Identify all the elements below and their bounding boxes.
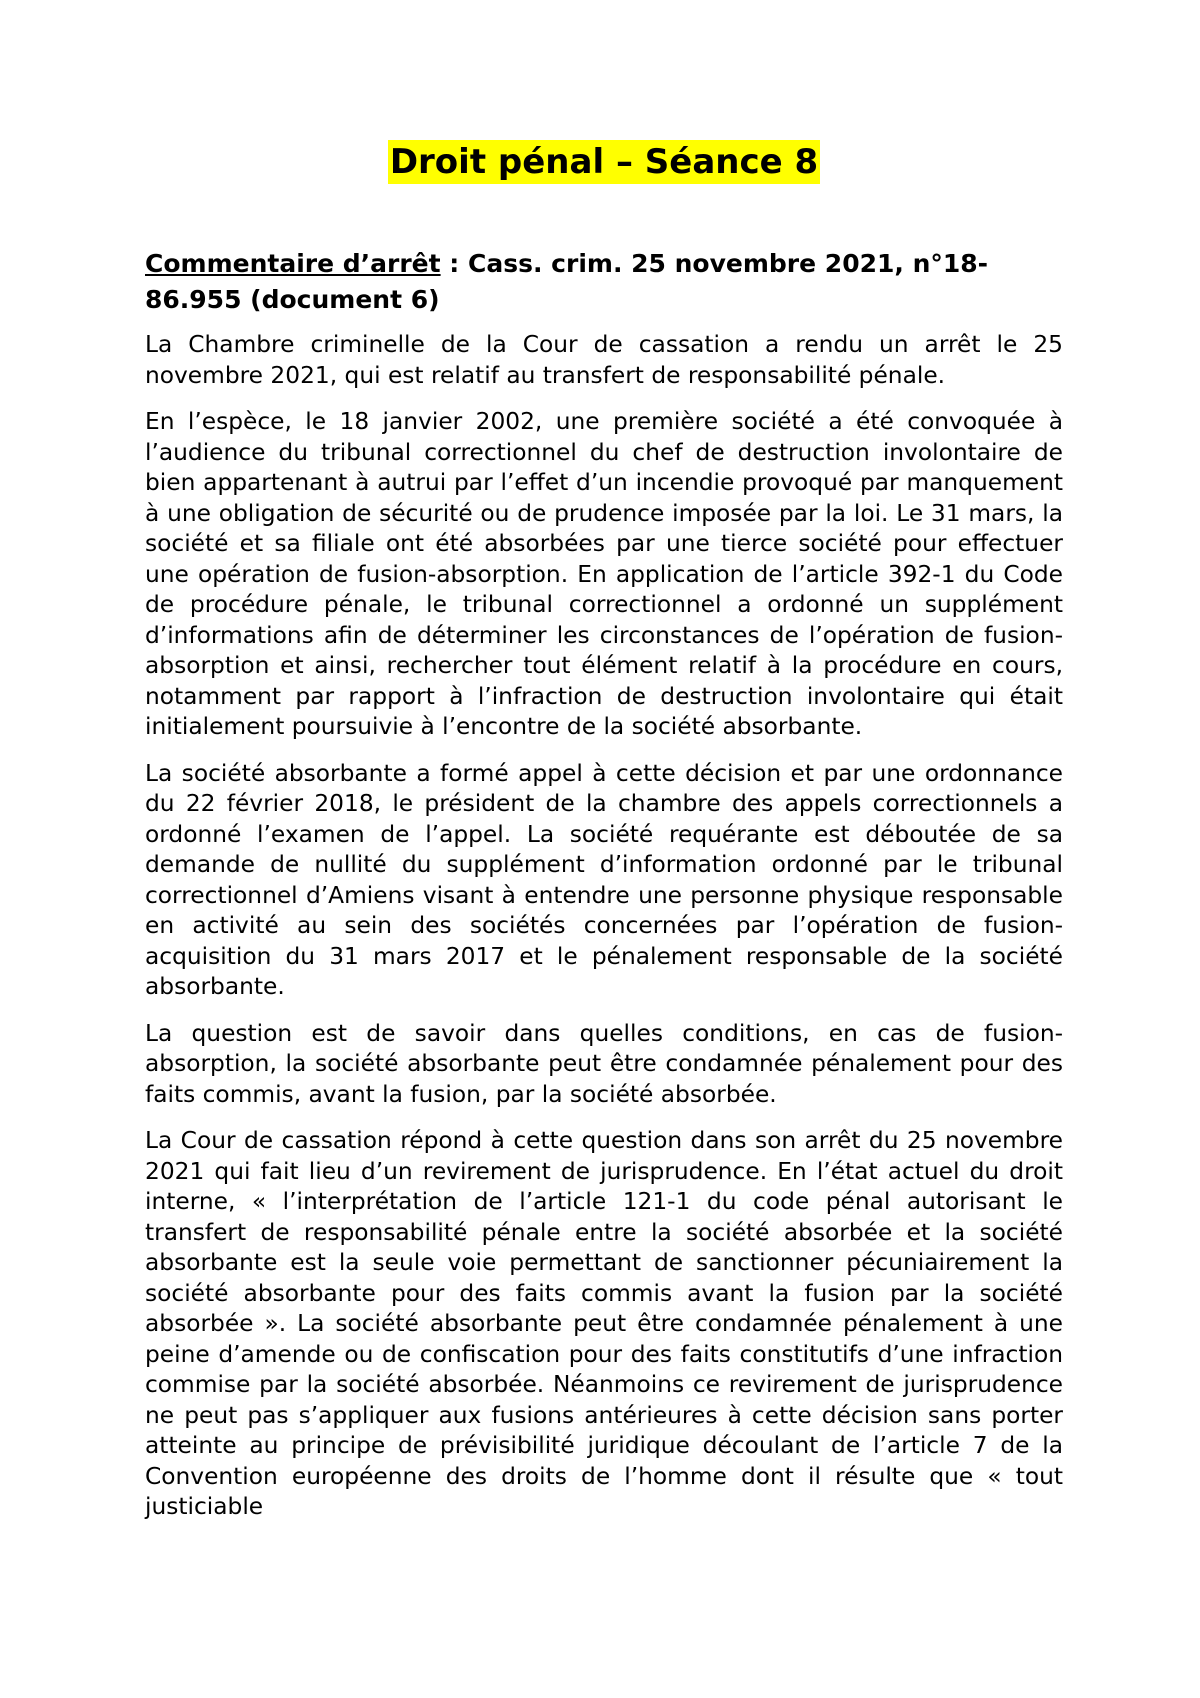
paragraph-procedure: La société absorbante a formé appel à cette décision et par une ordonnance du 22 février 2018, le président de la chambre des appels correctionnels a ordonné l’examen de l’appel. La société requérante est déboutée de sa demande de nullité du supplément d’information ordonné par le tribunal correctionnel d’Amiens visant à entendre une personne physique responsable en activité au sein des sociétés concernées par l’opération de fusion-acquisition du 31 mars 2017 et le pénalement responsable de la société absorbante. <box>145 759 1063 1000</box>
paragraph-facts: En l’espèce, le 18 janvier 2002, une première société a été convoquée à l’audience du tribunal correctionnel du chef de destruction involontaire de bien appartenant à autrui par l’effet d’un incendie provoqué par manquement à une obligation de sécurité ou de prudence imposée par la loi. Le 31 mars, la société et sa filiale ont été absorbées par une tierce société pour effectuer une opération de fusion-absorption. En application de l’article 392-1 du Code de procédure pénale, le tribunal correctionnel a ordonné un supplément d’informations afin de déterminer les circonstances de l’opération de fusion-absorption et ainsi, rechercher tout élément relatif à la procédure en cours, notamment par rapport à l’infraction de destruction involontaire qui était initialement poursuivie à l’encontre de la société absorbante. <box>145 408 1063 740</box>
document-title: Droit pénal – Séance 8 <box>389 142 819 182</box>
document-page <box>145 0 1063 1539</box>
title-block <box>145 140 1063 194</box>
paragraph-question: La question est de savoir dans quelles conditions, en cas de fusion-absorption, la société absorbante peut être condamnée pénalement pour des faits commis, avant la fusion, par la société absorbée. <box>145 1019 1063 1108</box>
paragraph-intro: La Chambre criminelle de la Cour de cassation a rendu un arrêt le 25 novembre 2021, qui est relatif au transfert de responsabilité pénale. <box>145 331 1063 389</box>
heading-underlined-label: Commentaire d’arrêt <box>145 249 441 278</box>
heading-reference: : Cass. crim. 25 novembre 2021, n°18-86.955 (document 6) <box>145 249 989 314</box>
paragraph-answer: La Cour de cassation répond à cette question dans son arrêt du 25 novembre 2021 qui fait lieu d’un revirement de jurisprudence. En l’état actuel du droit interne, « l’interprétation de l’article 121-1 du code pénal autorisant le transfert de responsabilité pénale entre la société absorbée et la société absorbante est la seule voie permettant de sanctionner pécuniairement la société absorbante pour des faits commis avant la fusion par la société absorbée ». La société absorbante peut être condamnée pénalement à une peine d’amende ou de confiscation pour des faits constitutifs d’une infraction commise par la société absorbée. Néanmoins ce revirement de jurisprudence ne peut pas s’appliquer aux fusions antérieures à cette décision sans porter atteinte au principe de prévisibilité juridique découlant de l’article 7 de la Convention européenne des droits de l’homme dont il résulte que « tout justiciable <box>145 1127 1063 1520</box>
section-heading <box>145 246 1063 318</box>
